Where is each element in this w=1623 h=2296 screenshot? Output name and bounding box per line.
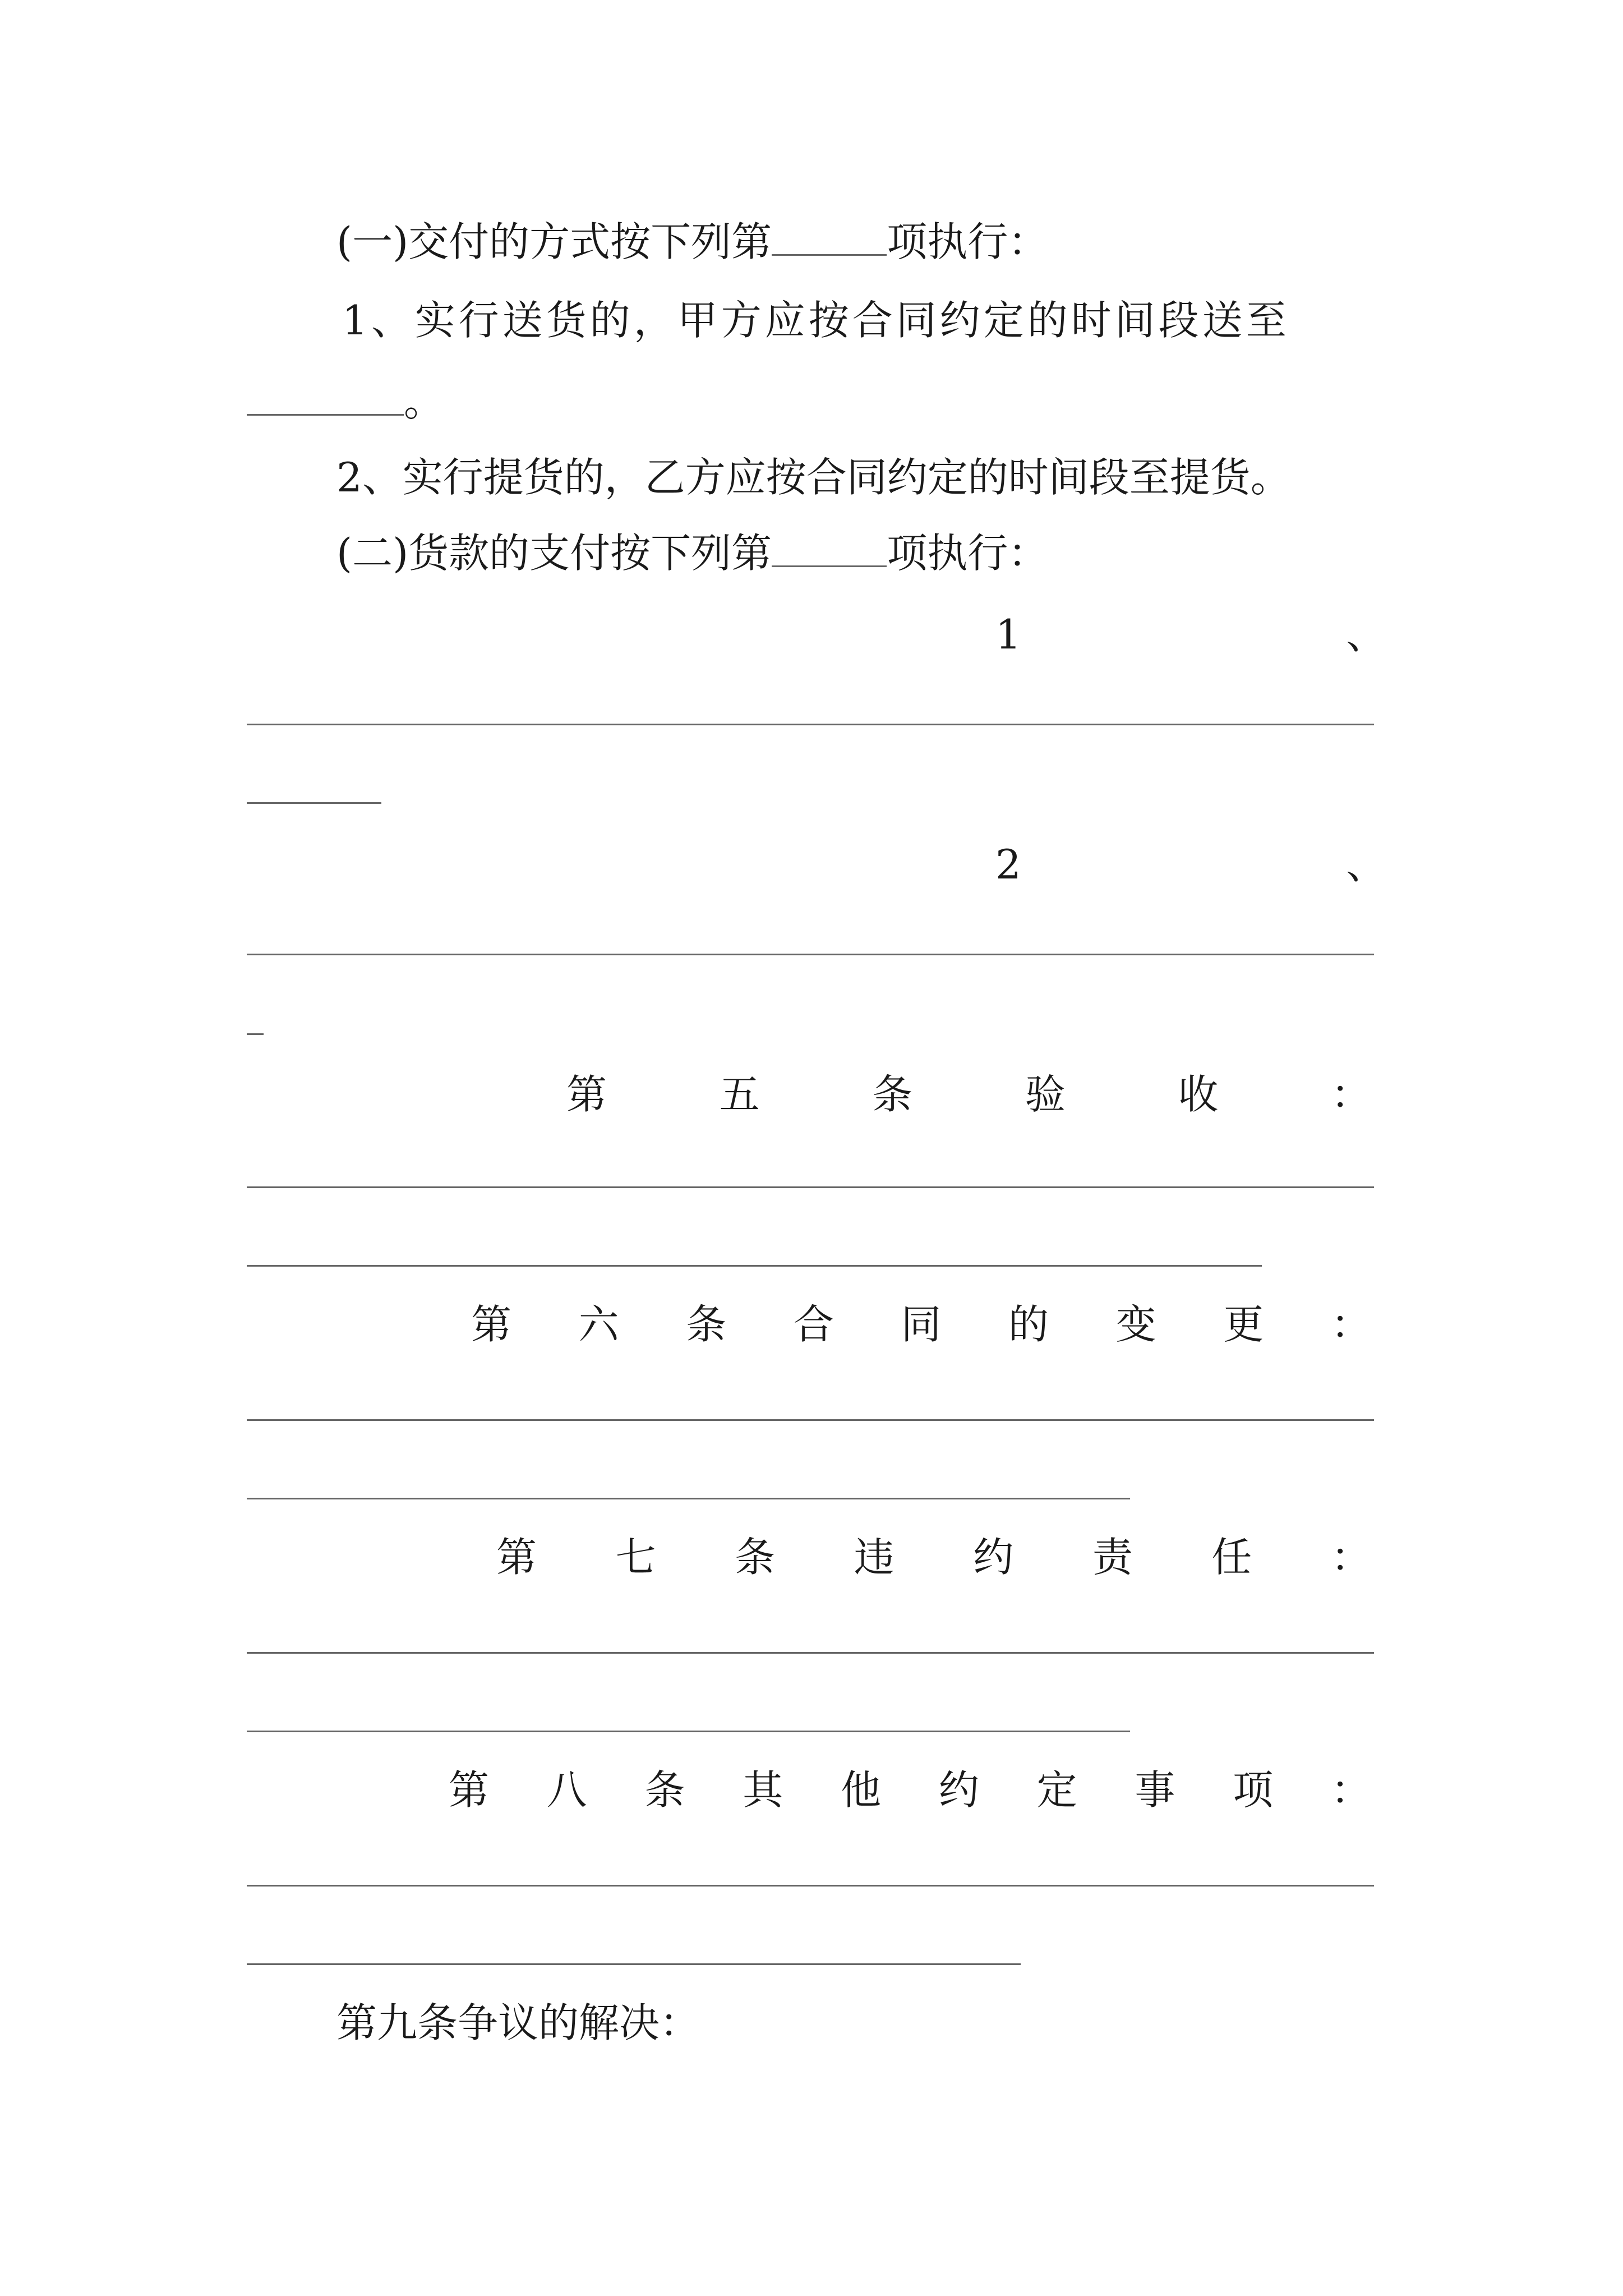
delivery-method-line: [336, 218, 1049, 265]
article-8-heading: [449, 1766, 1371, 1814]
payment-method-text: (二)货款的支付按下列第: [336, 530, 772, 577]
delivery-clause-1: 1、实行送货的，甲方应按合同约定的时间段送至: [342, 297, 1290, 344]
article-7-char: ：: [1330, 1534, 1371, 1581]
article-7-char: 任: [1211, 1534, 1252, 1581]
article-7-char: 约: [973, 1534, 1014, 1581]
article-7-char: 责: [1092, 1534, 1133, 1581]
payment-item-1-blank-line-end: [247, 802, 381, 804]
payment-method-line: [336, 530, 1049, 577]
article-5-char: 条: [872, 1071, 913, 1118]
article-7-heading: [496, 1534, 1371, 1581]
article-8-char: 条: [644, 1766, 685, 1814]
article-8-char: 定: [1036, 1766, 1077, 1814]
article-8-char: 约: [938, 1766, 979, 1814]
payment-item-2-separator: 、: [1346, 841, 1387, 888]
delivery-method-suffix: 项执行：: [887, 218, 1049, 265]
article-6-char: ：: [1330, 1301, 1371, 1348]
payment-item-2-blank-line: [247, 954, 1374, 955]
article-7-blank-line: [247, 1652, 1374, 1654]
payment-item-1-blank-line: [247, 724, 1374, 725]
article-6-blank-line: [247, 1419, 1374, 1421]
delivery-destination-line: [247, 378, 445, 425]
article-7-blank-line-end: [247, 1731, 1130, 1732]
payment-method-suffix: 项执行：: [887, 530, 1049, 577]
article-5-blank-line-end: [247, 1265, 1262, 1267]
article-5-char: 验: [1025, 1071, 1066, 1118]
payment-option-blank: [772, 533, 887, 567]
article-5-blank-line: [247, 1186, 1374, 1188]
article-6-char: 变: [1115, 1301, 1156, 1348]
article-5-char: 五: [719, 1071, 760, 1118]
article-6-char: 合: [793, 1301, 834, 1348]
article-8-blank-line-end: [247, 1963, 1021, 1965]
article-7-char: 条: [735, 1534, 776, 1581]
article-8-char: 八: [546, 1766, 587, 1814]
article-6-heading: [471, 1301, 1371, 1348]
payment-item-2-number: 2: [995, 841, 1021, 888]
payment-item-1-number: 1: [995, 611, 1021, 658]
delivery-destination-blank: [247, 381, 404, 416]
article-6-char: 更: [1223, 1301, 1264, 1348]
article-7-char: 违: [854, 1534, 895, 1581]
article-8-char: 他: [841, 1766, 882, 1814]
article-6-char: 条: [686, 1301, 727, 1348]
article-6-char: 六: [578, 1301, 619, 1348]
article-8-char: 事: [1135, 1766, 1175, 1814]
article-6-char: 同: [901, 1301, 942, 1348]
article-5-heading: [566, 1071, 1371, 1118]
delivery-option-blank: [772, 222, 887, 256]
delivery-method-text: (一)交付的方式按下列第: [336, 218, 772, 265]
payment-item-2-blank-line-end: [247, 1033, 264, 1035]
article-8-char: 其: [743, 1766, 783, 1814]
delivery-clause-2: 2、实行提货的，乙方应按合同约定的时间段至提货。: [336, 454, 1291, 501]
article-8-char: 项: [1233, 1766, 1274, 1814]
article-6-blank-line-end: [247, 1498, 1130, 1499]
article-9-heading: 第九条争议的解决：: [336, 1999, 700, 2046]
article-8-blank-line: [247, 1885, 1374, 1887]
article-5-char: 第: [566, 1071, 607, 1118]
article-6-char: 第: [471, 1301, 512, 1348]
article-7-char: 七: [615, 1534, 656, 1581]
article-7-char: 第: [496, 1534, 537, 1581]
article-8-char: 第: [449, 1766, 490, 1814]
article-8-char: ：: [1330, 1766, 1371, 1814]
article-6-char: 的: [1008, 1301, 1049, 1348]
delivery-destination-end: 。: [404, 378, 445, 425]
payment-item-1-separator: 、: [1346, 611, 1387, 658]
article-5-char: 收: [1178, 1071, 1219, 1118]
article-5-char: ：: [1330, 1071, 1371, 1118]
